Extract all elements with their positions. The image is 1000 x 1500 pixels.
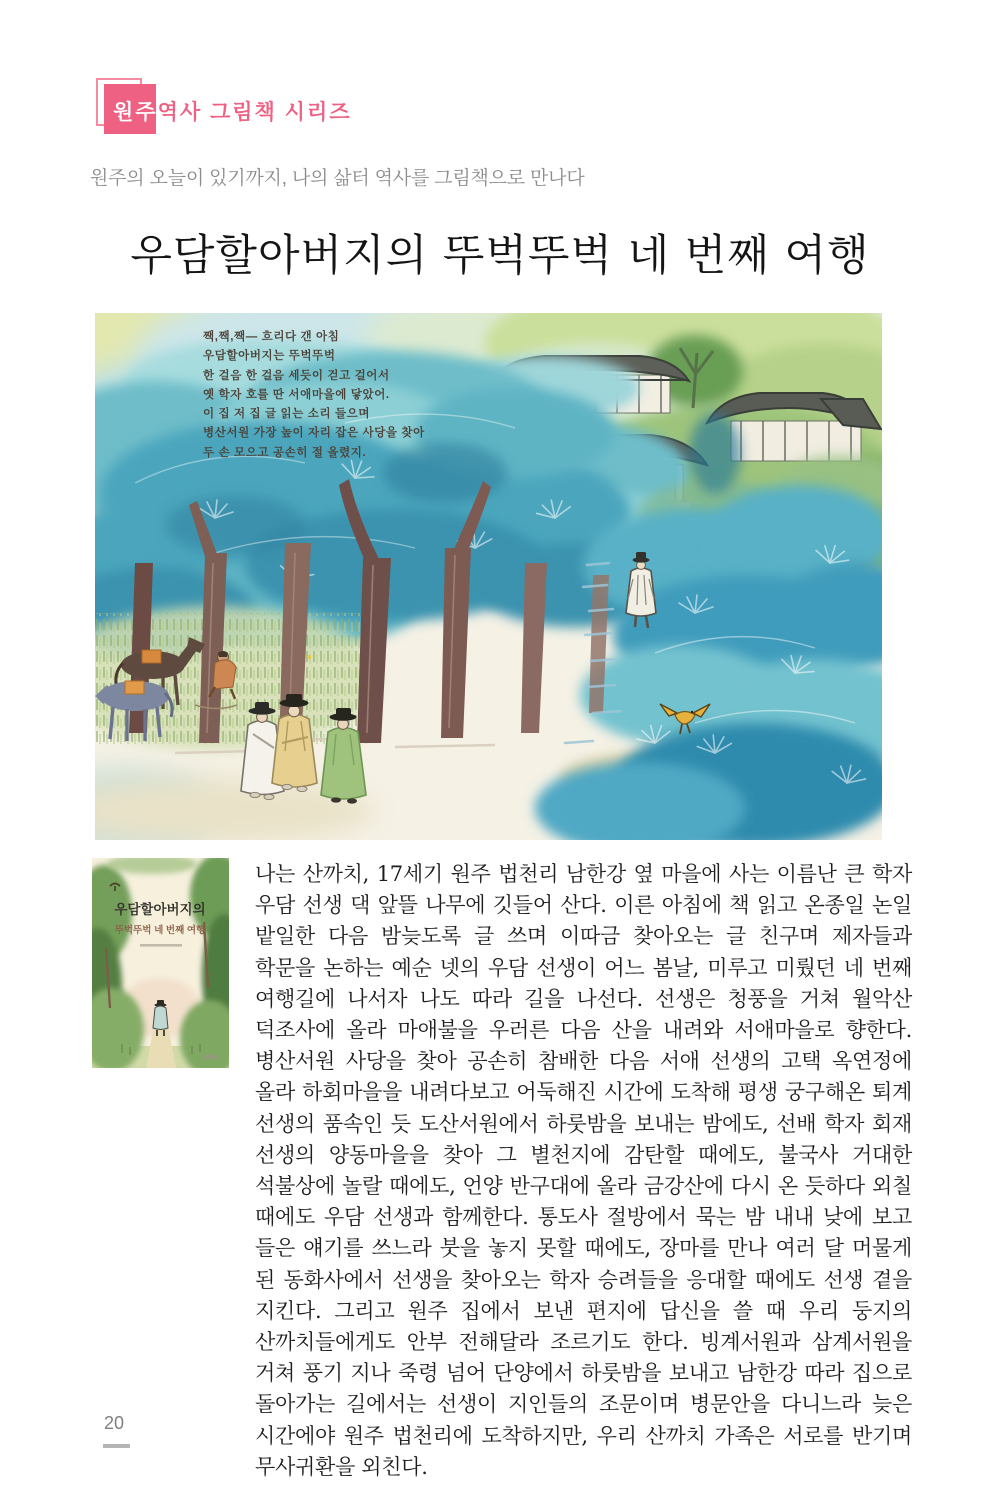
illustration-poem (203, 328, 425, 463)
poem-line: 우담할아버지는 뚜벅뚜벅 (203, 350, 336, 363)
page-number-rule (103, 1444, 130, 1448)
series-logo-text-rest: 역사 그림책 시리즈 (157, 101, 352, 124)
page-title: 우담할아버지의 뚜벅뚜벅 네 번째 여행 (130, 231, 870, 281)
series-logo (96, 74, 416, 144)
book-cover-thumbnail (92, 858, 229, 1068)
series-logo-text-onbox: 원주 (113, 101, 158, 124)
storybook-illustration (95, 313, 882, 840)
cover-title-line2: 뚜벅뚜벅 네 번째 여행 (114, 925, 206, 936)
poem-line: 짹,짹,짹— 흐리다 갠 아침 (203, 331, 340, 343)
poem-line: 옛 학자 호를 딴 서애마을에 닿았어. (203, 388, 390, 401)
cover-title-line1: 우담할아버지의 (114, 902, 206, 917)
series-logo-text (113, 96, 352, 126)
book-cover-canvas (92, 858, 229, 1068)
poem-line: 병산서원 가장 높이 자리 잡은 사당을 찾아 (203, 427, 425, 440)
poem-line: 이 집 저 집 글 읽는 소리 들으며 (203, 408, 371, 421)
page-tagline: 원주의 오늘이 있기까지, 나의 삶터 역사를 그림책으로 만나다 (90, 168, 585, 189)
cover-publisher-mark (204, 1055, 218, 1059)
page-number: 20 (104, 1413, 125, 1433)
cover-credit-line (140, 944, 182, 947)
poem-line: 한 걸음 한 걸음 세듯이 걷고 걸어서 (203, 369, 390, 382)
poem-line: 두 손 모으고 공손히 절 올렸지. (203, 446, 367, 459)
story-paragraph: 나는 산까치, 17세기 원주 법천리 남한강 옆 마을에 사는 이름난 큰 학자 우담 선생 댁 앞뜰 나무에 깃들어 산다. 이른 아침에 책 읽고 온종일 논일 밭일한 다음 밤늦도록 글 쓰며 이따금 찾아오는 글 친구며 제자들과 학문을 논하는 예순 넷의 우담 선생이 어느 봄날, 미루고 미뤘던 네 번째 여행길에 나서자 나도 따라 길을 나선다. 선생은 청풍을 거쳐 월악산 덕조사에 올라 마애불을 우러른 다음 산을 내려와 서애마을로 향한다. 병산서원 사당을 찾아 공손히 참배한 다음 서애 선생의 고택 옥연정에 올라 하회마을을 내려다보고 어둑해진 시간에 도착해 평생 궁구해온 퇴계 선생의 품속인 듯 도산서원에서 하룻밤을 보내는 밤에도, 선배 학자 회재 선생의 양동마을을 찾아 그 별천지에 감탄할 때에도, 불국사 거대한 석불상에 놀랄 때에도, 언양 반구대에 올라 금강산에 다시 온 듯하다 외칠 때에도 우담 선생과 함께한다. 통도사 절방에서 묵는 밤 내내 낮에 보고 들은 얘기를 쓰느라 붓을 놓지 못할 때에도, 장마를 만나 여러 달 머물게 된 동화사에서 선생을 찾아오는 학자 승려들을 응대할 때에도 선생 곁을 지킨다. 그리고 원주 집에서 보낸 편지에 답신을 쓸 때 우리 둥지의 산까치들에게도 안부 전해달라 조르기도 한다. 빙계서원과 삼계서원을 거쳐 풍기 지나 죽령 넘어 단양에서 하룻밤을 보내고 남한강 따라 집으로 돌아가는 길에서는 선생이 지인들의 조문이며 병문안을 다니느라 늦은 시간에야 원주 법천리에 도착하지만, 우리 산까치 가족은 서로를 반기며 무사귀환을 외친다. (255, 862, 912, 1479)
